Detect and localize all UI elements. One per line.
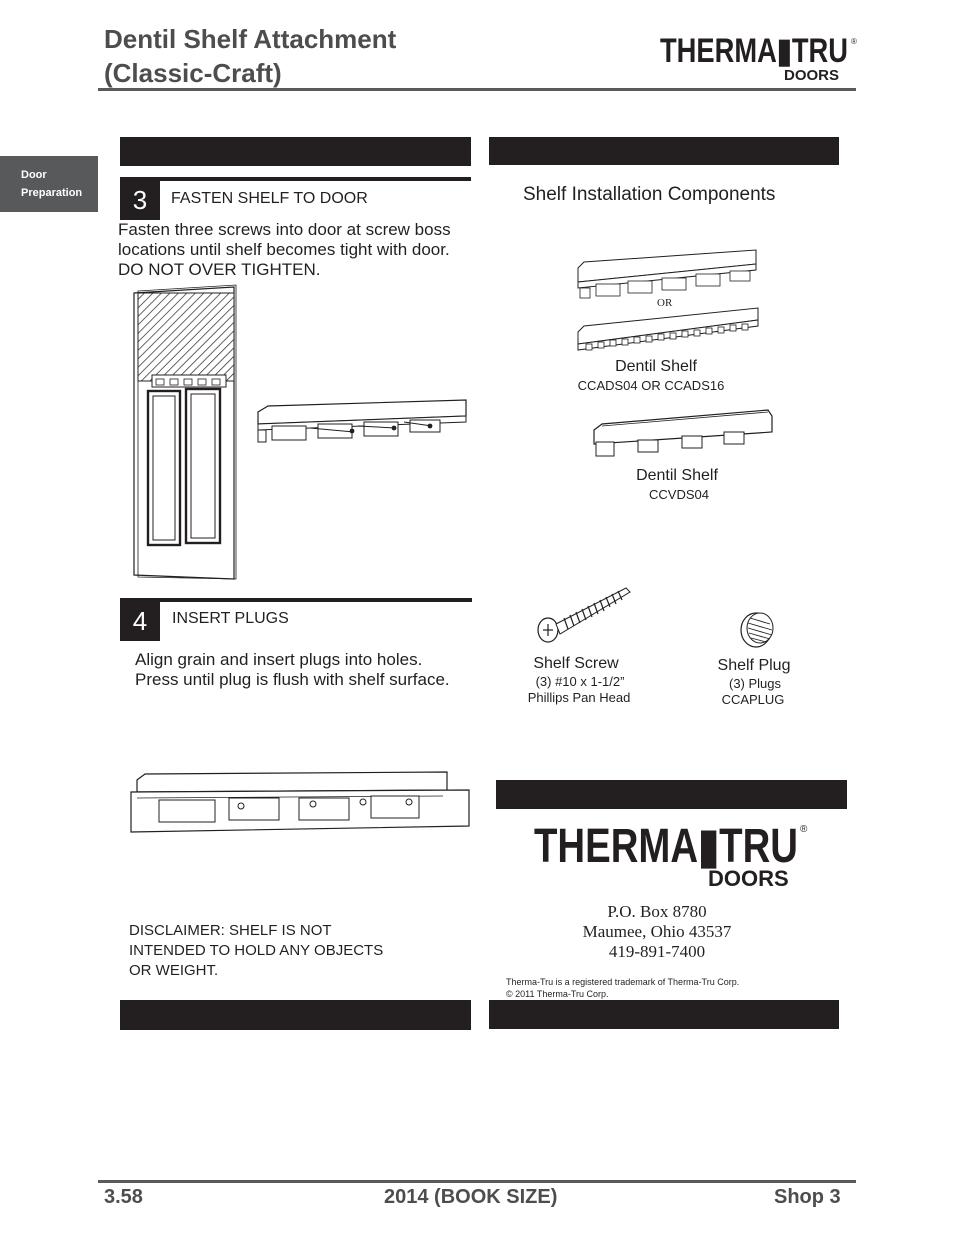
title-line-2: (Classic-Craft) bbox=[104, 58, 282, 88]
shelf-plug-spec-1: (3) Plugs bbox=[728, 676, 782, 691]
step-4-number: 4 bbox=[120, 601, 160, 641]
step-4-title: INSERT PLUGS bbox=[172, 610, 289, 627]
step-4-rule bbox=[120, 598, 472, 602]
svg-text:THERMA▮TRU: THERMA▮TRU bbox=[534, 820, 798, 873]
svg-text:DOORS: DOORS bbox=[708, 866, 789, 890]
shelf-with-screws-illustration bbox=[254, 396, 467, 446]
dentil-shelf-a-name: Dentil Shelf bbox=[615, 358, 697, 375]
brand-logo bbox=[660, 30, 860, 84]
step-3-rule bbox=[120, 177, 471, 181]
step-3-text-line-3: DO NOT OVER TIGHTEN. bbox=[118, 260, 321, 279]
phone: 419-891-7400 bbox=[608, 942, 706, 961]
footer-rule bbox=[98, 1180, 856, 1183]
shelf-screw-spec-2: Phillips Pan Head bbox=[527, 690, 631, 705]
shelf-plug-name: Shelf Plug bbox=[717, 657, 791, 674]
trademark-line-2: © 2011 Therma-Tru Corp. bbox=[506, 989, 609, 999]
page-title bbox=[104, 22, 524, 90]
shelf-with-plugs-illustration bbox=[123, 768, 473, 840]
components-heading: Shelf Installation Components bbox=[523, 184, 776, 205]
title-line-1: Dentil Shelf Attachment bbox=[104, 24, 397, 54]
page-number: 3.58 bbox=[104, 1186, 143, 1208]
svg-text:®: ® bbox=[851, 37, 857, 46]
section-tab bbox=[0, 156, 98, 212]
disclaimer bbox=[129, 921, 449, 981]
shelf-screw-name: Shelf Screw bbox=[533, 655, 619, 672]
step-4-instructions bbox=[135, 650, 480, 690]
svg-text:THERMA▮TRU: THERMA▮TRU bbox=[660, 32, 848, 70]
left-column-top-bar bbox=[120, 137, 471, 166]
step-3-text-line-2: locations until shelf becomes tight with door. bbox=[118, 240, 450, 259]
shelf-plug-spec-2: CCAPLUG bbox=[721, 692, 785, 707]
dentil-shelf-b-code: CCVDS04 bbox=[649, 487, 709, 502]
left-column-bottom-bar bbox=[120, 1000, 471, 1030]
disclaimer-line-2: INTENDED TO HOLD ANY OBJECTS bbox=[129, 942, 384, 959]
right-column-bottom-bar bbox=[489, 1000, 839, 1029]
dentil-shelf-b-name: Dentil Shelf bbox=[636, 467, 718, 484]
svg-text:DOORS: DOORS bbox=[784, 67, 840, 84]
contact-logo bbox=[534, 816, 814, 890]
section-name: Shop 3 bbox=[774, 1186, 841, 1208]
door-illustration bbox=[120, 283, 255, 583]
address-line-1: P.O. Box 8780 bbox=[607, 902, 707, 921]
shelf-screw-illustration bbox=[534, 584, 632, 650]
step-3-text-line-1: Fasten three screws into door at screw boss bbox=[118, 220, 451, 239]
step-3-number: 3 bbox=[120, 180, 160, 220]
disclaimer-line-1: DISCLAIMER: SHELF IS NOT bbox=[129, 922, 332, 939]
book-edition: 2014 (BOOK SIZE) bbox=[384, 1186, 558, 1208]
svg-text:®: ® bbox=[800, 824, 808, 835]
header-rule bbox=[98, 88, 856, 91]
or-label: OR bbox=[657, 297, 673, 309]
step-4-text-line-2: Press until plug is flush with shelf surface. bbox=[135, 670, 450, 689]
step-3-title: FASTEN SHELF TO DOOR bbox=[171, 190, 368, 207]
shelf-plug-illustration bbox=[738, 608, 778, 650]
shelf-screw-spec-1: (3) #10 x 1-1/2” bbox=[535, 674, 625, 689]
section-tab-line-1: Door bbox=[21, 169, 47, 181]
step-4-text-line-1: Align grain and insert plugs into holes. bbox=[135, 650, 423, 669]
disclaimer-line-3: OR WEIGHT. bbox=[129, 962, 219, 979]
trademark-line-1: Therma-Tru is a registered trademark of Therma-Tru Corp. bbox=[506, 977, 740, 987]
contact-bar bbox=[496, 780, 847, 809]
trademark-notice bbox=[506, 976, 806, 1000]
right-column-top-bar bbox=[489, 137, 839, 165]
dentil-shelf-b-illustration bbox=[592, 404, 774, 460]
section-tab-line-2: Preparation bbox=[21, 187, 83, 199]
step-3-instructions bbox=[118, 220, 478, 280]
contact-address bbox=[556, 902, 758, 962]
address-line-2: Maumee, Ohio 43537 bbox=[582, 922, 732, 941]
dentil-shelf-a-code: CCADS04 OR CCADS16 bbox=[577, 378, 725, 393]
